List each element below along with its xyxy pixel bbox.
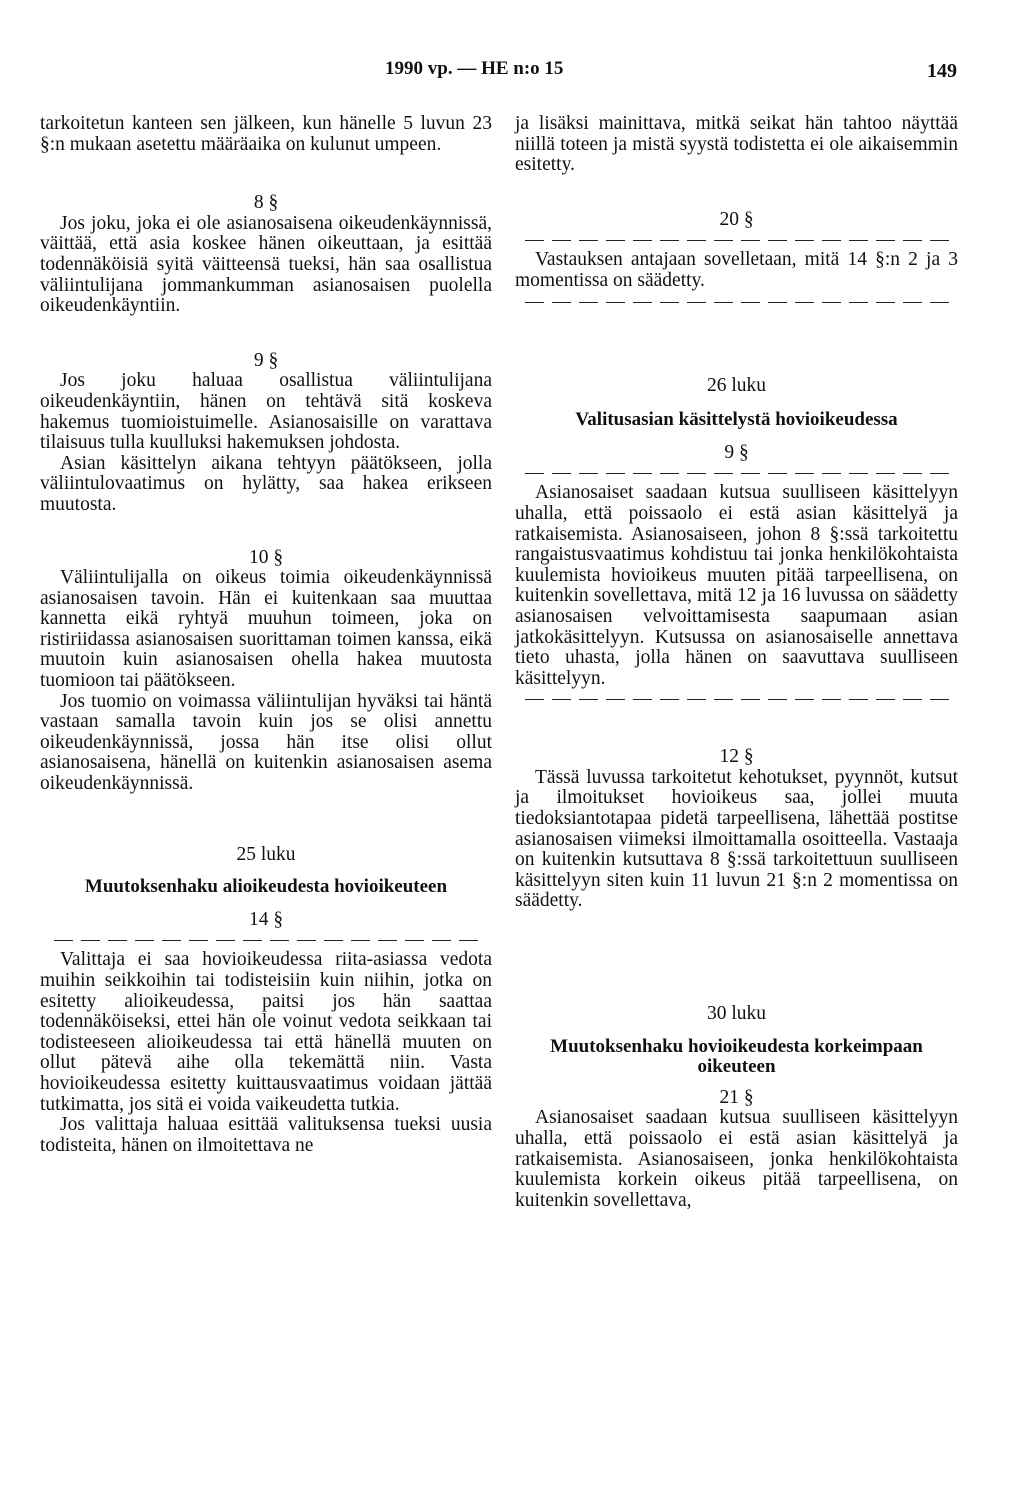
section-9-paragraph-1: Jos joku haluaa osallistua väliintulijana oikeudenkäyntiin, hänen on tehtävä sitä koskeva hakemus tuomioistuimelle. Asianosaisille on varattava tilaisuus tulla kuulluksi hakemuksen johdosta. bbox=[40, 370, 492, 454]
section-14-paragraph-2: Jos valittaja haluaa esittää valituksensa tueksi uusia todisteita, hänen on ilmoitettava ne bbox=[40, 1114, 492, 1156]
omission-dashes bbox=[40, 930, 492, 950]
section-heading-9-right: 9 § bbox=[724, 441, 749, 463]
section-10-paragraph-2: Jos tuomio on voimassa väliintulijan hyväksi tai häntä vastaan samalla tavoin kuin jos se olisi annettu oikeudenkäynnissä, jossa hän itse olisi ollut asianosaisena, hänellä on kuitenkin asianosaisen asema oikeudenkäynnissä. bbox=[40, 690, 492, 795]
chapter-30-title: Muutoksenhaku hovioikeudesta korkeimpaan oikeuteen bbox=[550, 1035, 923, 1078]
chapter-25-number: 25 luku bbox=[236, 843, 296, 865]
section-heading-20: 20 § bbox=[719, 208, 754, 230]
section-heading-8: 8 § bbox=[253, 192, 279, 214]
section-20-paragraph: Vastauksen antajaan sovelletaan, mitä 14 §:n 2 ja 3 momentissa on säädetty. bbox=[515, 249, 958, 291]
section-21-paragraph: Asianosaiset saadaan kutsua suulliseen käsittelyyn uhalla, että poissaolo ei estä asian käsittelyä ja ratkaisemista. Asianosaiseen, jonka henkilökohtaista kuulemista korkein oikeus pitää tarpeellisena, on kuitenkin sovellettava, bbox=[515, 1107, 958, 1211]
left-column bbox=[40, 114, 492, 1156]
chapter-25-title: Muutoksenhaku alioikeudesta hovioikeuteen bbox=[84, 876, 448, 898]
page-header bbox=[0, 58, 1024, 88]
section-heading-14: 14 § bbox=[248, 908, 284, 930]
section-heading-10: 10 § bbox=[248, 546, 284, 568]
omission-dashes bbox=[515, 230, 958, 250]
document-reference: 1990 vp. — HE n:o 15 bbox=[385, 58, 564, 79]
omission-dashes bbox=[515, 463, 958, 483]
chapter-26-number: 26 luku bbox=[706, 374, 767, 396]
section-14-paragraph-1: Valittaja ei saa hovioikeudessa riita-asiassa vedota muihin seikkoihin tai todisteisiin kuin niihin, jotka on esitetty alioikeudessa, paitsi jos hän saattaa todennäköiseksi, ettei hän ole voinut vedota seikkaan tai todisteeseen alioikeudessa tai että hänellä muuten on ollut pätevä aihe olla tekemättä niin. Vasta hovioikeudessa esitetty kuittausvaatimus voidaan jättää tutkimatta, jos sitä ei voida vaikeudetta tutkia. bbox=[40, 949, 492, 1115]
left-intro-paragraph: tarkoitetun kanteen sen jälkeen, kun hänelle 5 luvun 23 §:n mukaan asetettu määräaika on kulunut umpeen. bbox=[40, 113, 492, 155]
section-heading-9: 9 § bbox=[253, 349, 279, 371]
chapter-26-title: Valitusasian käsittelystä hovioikeudessa bbox=[575, 409, 898, 431]
section-heading-12: 12 § bbox=[719, 746, 754, 768]
right-intro-paragraph: ja lisäksi mainittava, mitkä seikat hän tahtoo näyttää niillä toteen ja mistä syystä todistetta ei ole aikaisemmin esitetty. bbox=[515, 113, 958, 176]
section-9-paragraph-2: Asian käsittelyn aikana tehtyyn päätökseen, jolla väliintulovaatimus on hylätty, saa hakea erikseen muutosta. bbox=[40, 452, 492, 515]
page-number: 149 bbox=[927, 60, 957, 82]
omission-dashes bbox=[515, 292, 958, 312]
section-9-right-paragraph: Asianosaiset saadaan kutsua suulliseen käsittelyyn uhalla, että poissaolo ei estä asian käsittelyä ja ratkaisemista. Asianosaiseen, johon 8 §:ssä tarkoitettu rangaistusvaatimus kohdistuu tai jonka henkilökohtaista kuulemista hovioikeus muuten pitää tarpeellisena, on kuitenkin sovellettava, mitä 12 ja 16 luvussa on säädetty asianosaisen velvoittamisesta saapumaan asian jatkokäsittelyyn. Kutsussa on asianosaiselle annettava tieto uhasta, jolla hänen on saavuttava suulliseen käsittelyyn. bbox=[515, 482, 958, 689]
chapter-30-number: 30 luku bbox=[706, 1003, 767, 1025]
section-12-paragraph: Tässä luvussa tarkoitetut kehotukset, pyynnöt, kutsut ja ilmoitukset hovioikeus saa, jollei muuta tiedoksiantotapaa pidetä tarpeellisena, lähettää postitse asianosaisen viimeksi ilmoittamalla osoitteella. Vastaaja on kuitenkin kutsuttava 8 §:ssä tarkoitettuun suulliseen käsittelyyn siten kuin 11 luvun 21 §:n 2 momentissa on säädetty. bbox=[515, 766, 958, 912]
section-heading-21: 21 § bbox=[719, 1086, 754, 1108]
section-10-paragraph-1: Väliintulijalla on oikeus toimia oikeudenkäynnissä asianosaisen tavoin. Hän ei kuitenkaan saa muuttaa kannetta eikä ryhtyä muuhun toimeen, joka on ristiriidassa asianosaisen suorittaman toimen kanssa, eikä muutoin kuin asianosaisen ohella hakea muutosta tuomioon tai päätökseen. bbox=[40, 567, 492, 692]
right-column bbox=[515, 114, 958, 1211]
section-8-paragraph: Jos joku, joka ei ole asianosaisena oikeudenkäynnissä, väittää, että asia koskee hänen oikeuttaan, ja esittää todennäköisiä syitä väitteensä tueksi, hän saa osallistua väliintulijana jommankumman asianosaisen puolella oikeudenkäyntiin. bbox=[40, 212, 492, 317]
omission-dashes bbox=[515, 689, 958, 709]
